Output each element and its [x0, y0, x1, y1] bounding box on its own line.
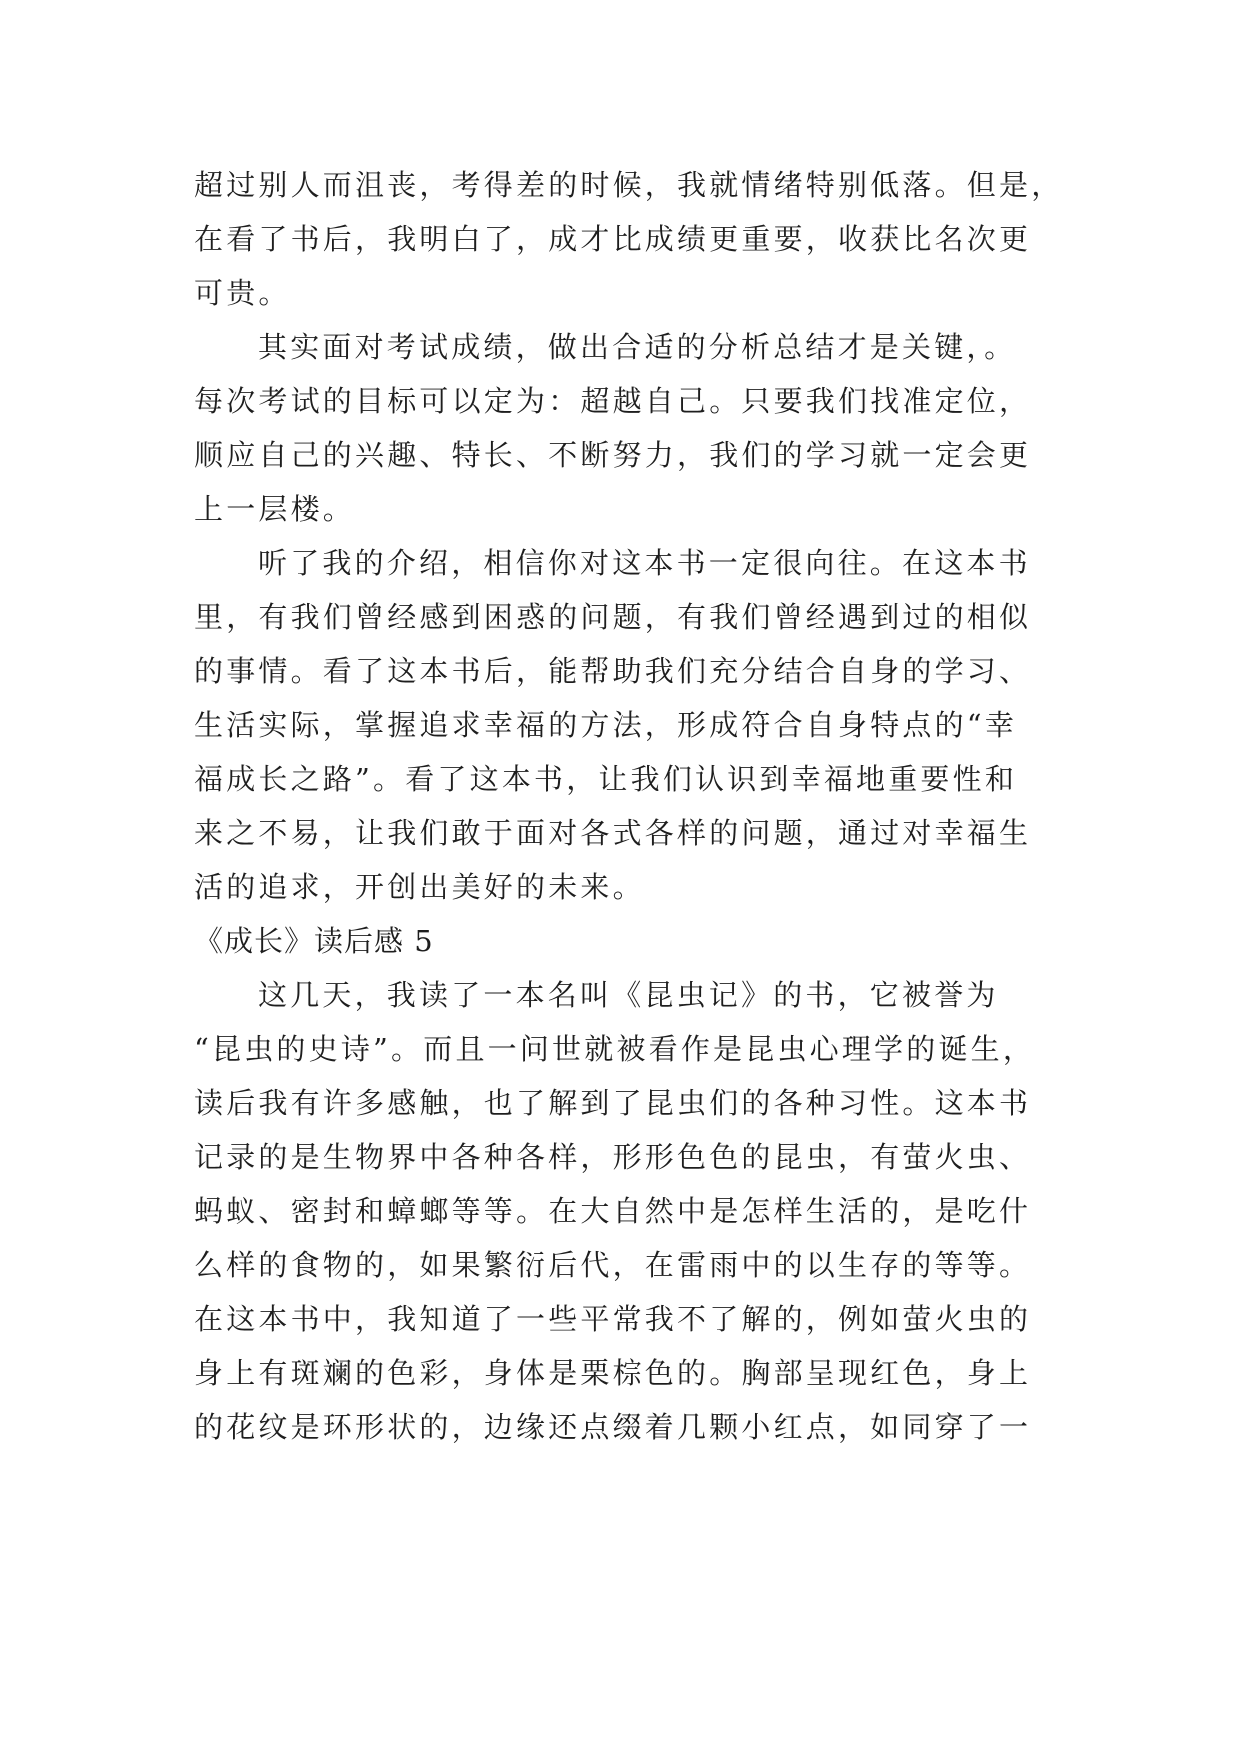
document-body	[194, 158, 1074, 1454]
text-line: 生活实际，掌握追求幸福的方法，形成符合自身特点的“幸	[194, 708, 1018, 742]
paragraph-1	[194, 158, 1074, 320]
text-line: 来之不易，让我们敢于面对各式各样的问题，通过对幸福生	[194, 816, 1032, 850]
section-title: 《成长》读后感 5	[194, 924, 434, 958]
paragraph-4	[194, 968, 1074, 1454]
text-line: 的花纹是环形状的，边缘还点缀着几颗小红点，如同穿了一	[194, 1410, 1032, 1444]
text-line: 活的追求，开创出美好的未来。	[194, 870, 645, 904]
text-line: 听了我的介绍，相信你对这本书一定很向往。在这本书	[258, 546, 1031, 580]
text-line: 记录的是生物界中各种各样，形形色色的昆虫，有萤火虫、	[194, 1140, 1032, 1174]
text-line: 可贵。	[194, 276, 291, 310]
text-line: 么样的食物的，如果繁衍后代，在雷雨中的以生存的等等。	[194, 1248, 1032, 1282]
text-line: 里，有我们曾经感到困惑的问题，有我们曾经遇到过的相似	[194, 600, 1032, 634]
text-line: 读后我有许多感触，也了解到了昆虫们的各种习性。这本书	[194, 1086, 1032, 1120]
text-line: 的事情。看了这本书后，能帮助我们充分结合自身的学习、	[194, 654, 1032, 688]
text-line: 其实面对考试成绩，做出合适的分析总结才是关键，。	[258, 330, 1017, 364]
text-line: 在看了书后，我明白了，成才比成绩更重要，收获比名次更	[194, 222, 1032, 256]
paragraph-3	[194, 536, 1074, 914]
text-line: 每次考试的目标可以定为：超越自己。只要我们找准定位，	[194, 384, 1032, 418]
text-line: 顺应自己的兴趣、特长、不断努力，我们的学习就一定会更	[194, 438, 1032, 472]
text-line: 福成长之路”。看了这本书，让我们认识到幸福地重要性和	[194, 762, 1018, 796]
text-line: 蚂蚁、密封和蟑螂等等。在大自然中是怎样生活的，是吃什	[194, 1194, 1032, 1228]
text-line: 身上有斑斓的色彩，身体是栗棕色的。胸部呈现红色，身上	[194, 1356, 1032, 1390]
text-line: 超过别人而沮丧，考得差的时候，我就情绪特别低落。但是，	[194, 168, 1064, 202]
text-line: “昆虫的史诗”。而且一问世就被看作是昆虫心理学的诞生，	[194, 1032, 1036, 1066]
text-line: 这几天，我读了一本名叫《昆虫记》的书，它被誉为	[258, 978, 999, 1012]
paragraph-2	[194, 320, 1074, 536]
text-line: 在这本书中，我知道了一些平常我不了解的，例如萤火虫的	[194, 1302, 1032, 1336]
text-line: 上一层楼。	[194, 492, 356, 526]
